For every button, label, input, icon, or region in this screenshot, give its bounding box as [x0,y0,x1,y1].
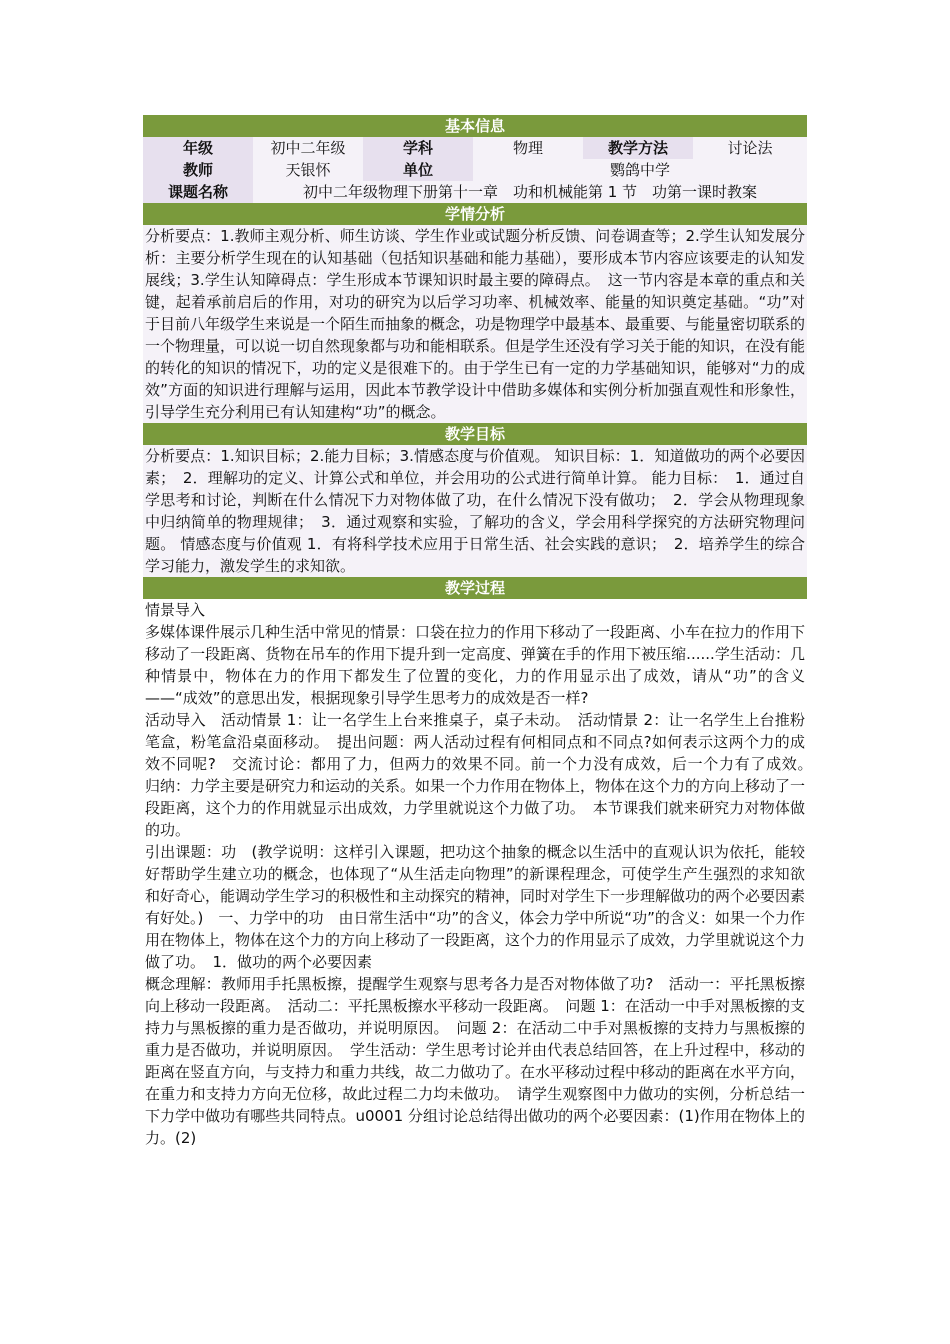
basic-info-header: 基本信息 [143,115,807,137]
goals-header: 教学目标 [143,423,807,445]
method-value: 讨论法 [693,137,807,159]
process-paragraph: 活动导入 活动情景 1：让一名学生上台来推桌子，桌子未动。 活动情景 2：让一名学生上台推粉笔盒，粉笔盒沿桌面移动。 提出问题：两人活动过程有何相同点和不同点?如何表示这两个力的成效不同呢? 交流讨论：都用了力，但两力的效果不同。前一个力没有成效，后一个力有了成效。 归纳：力学主要是研究力和运动的关系。如果一个力作用在物体上，物体在这个力的方向上移动了一段距离，这个力的作用就显示出成效，力学里就说这个力做了功。 本节课我们就来研究力对物体做的功。 [145,711,821,839]
process-paragraph: 多媒体课件展示几种生活中常见的情景：口袋在拉力的作用下移动了一段距离、小车在拉力的作用下移动了一段距离、货物在吊车的作用下提升到一定高度、弹簧在手的作用下被压缩......学生活动：几种情景中，物体在力的作用下都发生了位置的变化，力的作用显示出了成效，请从“功”的含义——“成效”的意思出发，根据现象引导学生思考力的成效是否一样? [145,623,806,707]
goals-text [143,445,807,577]
info-row-2 [143,159,807,181]
course-value: 初中二年级物理下册第十一章 功和机械能第 1 节 功第一课时教案 [253,181,807,203]
goals-paragraph: 分析要点：1.知识目标；2.能力目标；3.情感态度与价值观。 知识目标：1．知道做功的两个必要因素； 2．理解功的定义、计算公式和单位，并会用功的公式进行简单计算。 能力目标： 1．通过自学思考和讨论，判断在什么情况下力对物体做了功，在什么情况下没有做功； 2．学会从物理现象中归纳简单的物理规律； 3．通过观察和实验，了解功的含义，学会用科学探究的方法研究物理问题。 情感态度与价值观 1．有将科学技术应用于日常生活、社会实践的意识； 2．培养学生的综合学习能力，激发学生的求知欲。 [145,447,805,575]
info-row-1 [143,137,807,159]
grade-label: 年级 [143,137,253,159]
process-paragraph: 概念理解：教师用手托黑板擦，提醒学生观察与思考各力是否对物体做了功? 活动一：平托黑板擦向上移动一段距离。 活动二：平托黑板擦水平移动一段距离。 问题 1：在活动一中手对黑板擦的支持力与黑板擦的重力是否做功，并说明原因。 问题 2：在活动二中手对黑板擦的支持力与黑板擦的重力是否做功，并说明原因。 学生活动：学生思考讨论并由代表总结回答，在上升过程中，移动的距离在竖直方向，与支持力和重力共线，故二力做功了。在水平移动过程中移动的距离在水平方向，在重力和支持力方向无位移，故此过程二力均未做功。 请学生观察图中力做功的实例，分析总结一下力学中做功有哪些共同特点。u0001 分组讨论总结得出做功的两个必要因素：(1)作用在物体上的力。(2) [145,975,806,1147]
analysis-text [143,225,807,423]
subject-value: 物理 [473,137,583,159]
teacher-label: 教师 [143,159,253,181]
subject-label: 学科 [363,137,473,159]
method-label: 教学方法 [583,137,693,159]
grade-value: 初中二年级 [253,137,363,159]
unit-value: 鹦鸽中学 [473,159,807,181]
unit-label: 单位 [363,159,473,181]
process-header: 教学过程 [143,577,807,599]
course-label: 课题名称 [143,181,253,203]
info-row-3 [143,181,807,203]
teacher-value: 天银怀 [253,159,363,181]
analysis-header: 学情分析 [143,203,807,225]
process-paragraph: 引出课题：功 (教学说明：这样引入课题，把功这个抽象的概念以生活中的直观认识为依托，能较好帮助学生建立功的概念，也体现了“从生活走向物理”的新课程理念，可使学生产生强烈的求知欲和好奇心，能调动学生学习的积极性和主动探究的精神，同时对学生下一步理解做功的两个必要因素有好处。) 一、力学中的功 由日常生活中“功”的含义，体会力学中所说“功”的含义：如果一个力作用在物体上，物体在这个力的方向上移动了一段距离，这个力的作用显示了成效，力学里就说这个力做了功。 1．做功的两个必要因素 [145,843,806,971]
process-paragraph: 情景导入 [145,601,206,619]
analysis-paragraph: 分析要点：1.教师主观分析、师生访谈、学生作业或试题分析反馈、问卷调查等；2.学生认知发展分析：主要分析学生现在的认知基础（包括知识基础和能力基础），要形成本节内容应该要走的认知发展线；3.学生认知障碍点：学生形成本节课知识时最主要的障碍点。 这一节内容是本章的重点和关键，起着承前启后的作用，对功的研究为以后学习功率、机械效率、能量的知识奠定基础。“功”对于目前八年级学生来说是一个陌生而抽象的概念，功是物理学中最基本、最重要、与能量密切联系的一个物理量，可以说一切自然现象都与功和能相联系。但是学生还没有学习关于能的知识，在没有能的转化的知识的情况下，功的定义是很难下的。由于学生已有一定的力学基础知识，能够对“力的成效”方面的知识进行理解与运用，因此本节教学设计中借助多媒体和实例分析加强直观性和形象性，引导学生充分利用已有认知建构“功”的概念。 [145,227,806,421]
lesson-plan-sheet [143,115,821,1149]
process-text [143,599,821,1149]
